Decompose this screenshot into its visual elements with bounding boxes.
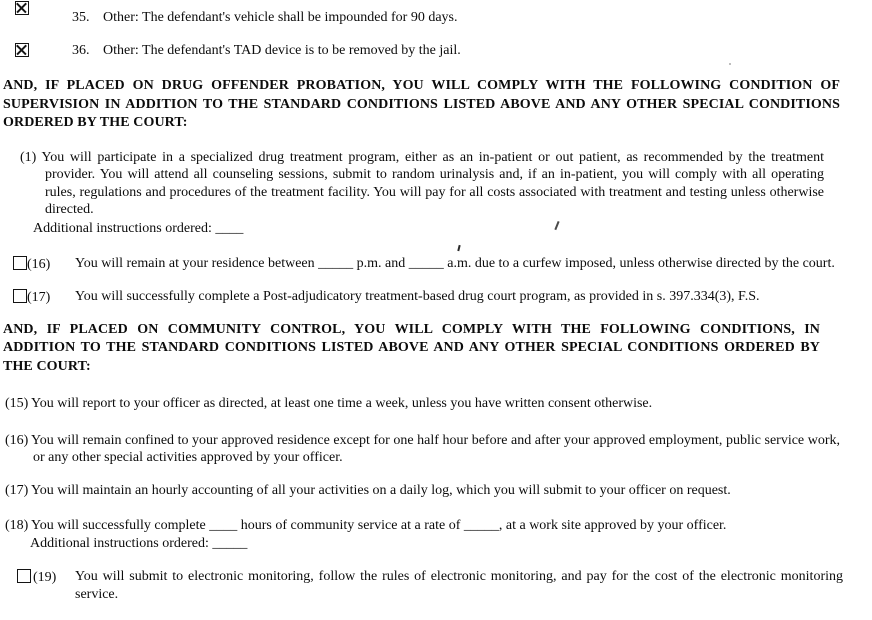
condition-35-text: Other: The defendant's vehicle shall be impounded for 90 days. [103,10,458,25]
drug-item-16-number: (16) [27,256,51,272]
cc-item-19-checkbox[interactable] [17,569,31,583]
drug-item-1-number: (1) [20,149,37,165]
condition-36-checkbox[interactable] [15,43,29,57]
cc-item-16 [5,432,840,467]
community-control-section-heading: AND, IF PLACED ON COMMUNITY CONTROL, YOU WILL COMPLY WITH THE FOLLOWING CONDITIONS, IN ADDITION TO THE STANDARD CONDITIONS LISTED ABOVE AND ANY OTHER SPECIAL CONDITIONS ORDERED BY THE COURT: [3,321,820,374]
drug-item-16-marker [13,256,50,274]
drug-item-17-number: (17) [27,290,51,305]
condition-35-marker [15,1,29,19]
condition-row-36 [0,42,842,60]
cc-item-18-additional [30,535,872,553]
additional-instructions-label: Additional instructions ordered: [33,220,212,236]
cc-item-19-text: You will submit to electronic monitoring, follow the rules of electronic monitoring, and pay for the cost of the electronic monitoring service. [75,569,843,602]
cc-item-16-text: You will remain confined to your approved residence except for one half hour before and after your approved employment, public service work, or any other special activities approved by your officer. [31,432,840,465]
drug-item-17-checkbox[interactable] [13,289,27,303]
drug-item-1-text: You will participate in a specialized drug treatment program, either as an in-patient or out patient, as recommended by the treatment provider. You will attend all counseling sessions, submit to random urinalysis and, if an in-patient, you will comply with all operating rules, regulations and procedures of the treatment facility. You will pay for all costs associated with treatment and testing unless otherwise directed. [41,149,824,217]
condition-36-number: 36. [72,43,90,58]
additional-instructions-blank: _____ [208,535,248,551]
additional-instructions-label: Additional instructions ordered: [30,535,209,551]
cc-item-16-number: (16) [5,432,29,448]
condition-35-number: 35. [72,10,90,25]
drug-item-1 [20,149,824,219]
drug-item-16-text: You will remain at your residence between _____ p.m. and _____ a.m. due to a curfew imposed, unless otherwise directed by the court. [75,255,835,271]
condition-36-marker [15,43,29,61]
drug-offender-section-heading: AND, IF PLACED ON DRUG OFFENDER PROBATION, YOU WILL COMPLY WITH THE FOLLOWING CONDITION OF SUPERVISION IN ADDITION TO THE STANDARD CONDITIONS LISTED ABOVE AND ANY OTHER SPECIAL CONDITIONS ORDERED BY THE COURT: [3,78,840,130]
cc-item-15-number: (15) [5,396,29,411]
additional-instructions-blank: ____ [215,220,244,236]
condition-row-35 [0,0,842,27]
scan-artifact-dot [729,63,731,65]
cc-item-18 [5,517,840,535]
cc-item-17-number: (17) [5,482,29,498]
drug-item-1-additional [33,220,872,237]
cc-item-18-text: You will successfully complete ____ hours of community service at a rate of _____, at a work site approved by your officer. [31,518,727,533]
condition-36-text: Other: The defendant's TAD device is to be removed by the jail. [103,43,461,58]
cc-item-19 [0,568,843,603]
cc-item-15 [5,395,840,413]
cc-item-17-text: You will maintain an hourly accounting of all your activities on a daily log, which you will submit to your officer on request. [31,482,731,498]
drug-item-17-text: You will successfully complete a Post-adjudicatory treatment-based drug court program, as provided in s. 397.334(3), F.S. [75,289,760,304]
cc-item-19-marker [17,569,56,587]
condition-35-checkbox[interactable] [15,1,29,15]
cc-item-17 [5,482,840,500]
drug-item-16 [0,255,843,273]
drug-item-17 [0,288,843,306]
cc-item-19-number: (19) [33,570,57,585]
cc-item-18-number: (18) [5,518,29,533]
drug-item-17-marker [13,289,50,307]
drug-item-16-checkbox[interactable] [13,256,27,270]
scan-artifact-tick [457,245,460,251]
cc-item-15-text: You will report to your officer as directed, at least one time a week, unless you have written consent otherwise. [31,396,653,411]
